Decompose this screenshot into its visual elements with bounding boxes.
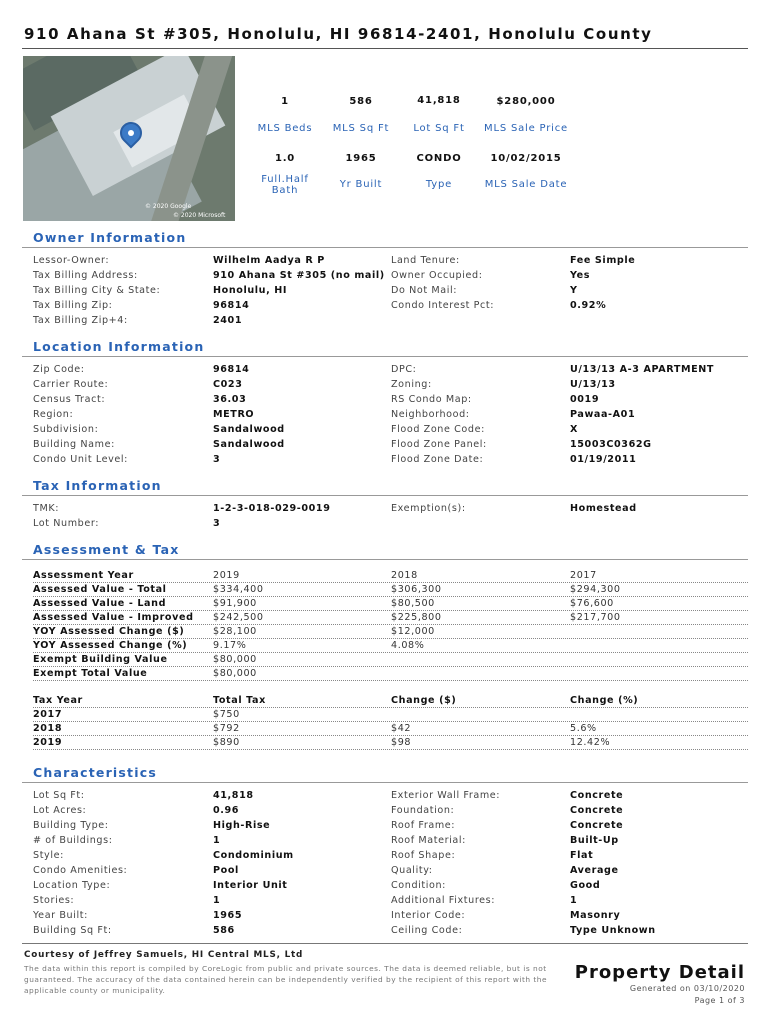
- field-label: Land Tenure:: [391, 255, 460, 266]
- field-value: 1: [213, 835, 221, 846]
- field-label: Zoning:: [391, 379, 432, 390]
- table-cell: 9.17%: [213, 640, 247, 651]
- field-value: Fee Simple: [570, 255, 636, 266]
- field-label: Flood Zone Code:: [391, 424, 485, 435]
- table-cell: $80,000: [213, 654, 257, 665]
- section-divider: [22, 247, 748, 248]
- section-divider: [22, 559, 748, 560]
- field-value: 1: [213, 895, 221, 906]
- field-value: U/13/13: [570, 379, 616, 390]
- owner-right-values: [570, 253, 635, 313]
- field-label: Roof Material:: [391, 835, 467, 846]
- table-cell: $80,000: [213, 668, 257, 679]
- field-label: Neighborhood:: [391, 409, 470, 420]
- tax-right-labels: [391, 501, 466, 516]
- field-label: Do Not Mail:: [391, 285, 458, 296]
- field-label: TMK:: [33, 503, 60, 514]
- field-value: 3: [213, 518, 221, 529]
- stat-type-label: Type: [425, 179, 453, 190]
- table-cell: 12.42%: [570, 737, 611, 748]
- stat-price-value: $280,000: [496, 96, 556, 107]
- field-label: Lot Sq Ft:: [33, 790, 85, 801]
- table-cell: $12,000: [391, 626, 435, 637]
- field-label: Flood Zone Date:: [391, 454, 484, 465]
- field-label: Foundation:: [391, 805, 455, 816]
- stat-price-label: MLS Sale Price: [484, 123, 568, 134]
- table-row: [33, 653, 748, 667]
- table-cell: $294,300: [570, 584, 621, 595]
- table-cell: 2018: [391, 570, 418, 581]
- char-right-values: [570, 788, 656, 938]
- table-row: [33, 736, 748, 750]
- table-cell: $890: [213, 737, 240, 748]
- stat-saledate-label: MLS Sale Date: [484, 179, 568, 190]
- field-value: Interior Unit: [213, 880, 288, 891]
- field-value: 1965: [213, 910, 243, 921]
- tax-history-table: [33, 694, 748, 750]
- field-value: Homestead: [570, 503, 637, 514]
- field-label: Lot Number:: [33, 518, 100, 529]
- field-label: Condo Amenities:: [33, 865, 128, 876]
- field-label: Lessor-Owner:: [33, 255, 110, 266]
- table-cell: $306,300: [391, 584, 442, 595]
- field-value: 0019: [570, 394, 600, 405]
- field-value: Sandalwood: [213, 424, 285, 435]
- field-value: 96814: [213, 300, 250, 311]
- stat-lot-label: Lot Sq Ft: [413, 123, 465, 134]
- field-value: Concrete: [570, 790, 624, 801]
- field-label: Flood Zone Panel:: [391, 439, 487, 450]
- table-cell: 2017: [570, 570, 597, 581]
- stat-saledate-value: 10/02/2015: [490, 153, 562, 164]
- table-row: [33, 625, 748, 639]
- tax-left-values: [213, 501, 331, 531]
- map-copyright: © 2020 Google: [145, 203, 192, 210]
- stat-sqft-value: 586: [349, 96, 373, 107]
- field-value: 0.92%: [570, 300, 607, 311]
- owner-section-title: Owner Information: [33, 230, 187, 245]
- table-row: [33, 708, 748, 722]
- field-label: Building Type:: [33, 820, 109, 831]
- table-cell: $217,700: [570, 612, 621, 623]
- row-label: 2019: [33, 737, 63, 748]
- map-copyright: © 2020 Microsoft: [173, 212, 226, 219]
- table-cell: $42: [391, 723, 412, 734]
- location-section-title: Location Information: [33, 339, 205, 354]
- field-label: Owner Occupied:: [391, 270, 483, 281]
- field-label: Condo Unit Level:: [33, 454, 128, 465]
- field-label: DPC:: [391, 364, 417, 375]
- field-value: 2401: [213, 315, 243, 326]
- table-cell: 4.08%: [391, 640, 425, 651]
- field-label: Location Type:: [33, 880, 111, 891]
- field-value: 01/19/2011: [570, 454, 637, 465]
- field-value: U/13/13 A-3 APARTMENT: [570, 364, 715, 375]
- field-value: Good: [570, 880, 601, 891]
- field-value: 0.96: [213, 805, 240, 816]
- table-cell: $91,900: [213, 598, 257, 609]
- row-label: Assessed Value - Land: [33, 598, 167, 609]
- field-label: Tax Billing Zip+4:: [33, 315, 128, 326]
- table-row: [33, 639, 748, 653]
- field-label: Region:: [33, 409, 74, 420]
- char-left-labels: [33, 788, 127, 938]
- row-label: Exempt Building Value: [33, 654, 168, 665]
- field-value: 586: [213, 925, 235, 936]
- field-value: Concrete: [570, 805, 624, 816]
- location-left-values: [213, 362, 285, 467]
- field-label: Census Tract:: [33, 394, 106, 405]
- table-cell: $225,800: [391, 612, 442, 623]
- location-left-labels: [33, 362, 128, 467]
- header-divider: [22, 48, 748, 49]
- field-value: 910 Ahana St #305 (no mail): [213, 270, 385, 281]
- row-label: Exempt Total Value: [33, 668, 148, 679]
- field-value: Flat: [570, 850, 594, 861]
- footer-credit: Courtesy of Jeffrey Samuels, HI Central MLS, Ltd: [24, 950, 304, 960]
- field-value: 3: [213, 454, 221, 465]
- field-label: Zip Code:: [33, 364, 85, 375]
- table-cell: $28,100: [213, 626, 257, 637]
- tax-right-values: [570, 501, 637, 516]
- field-value: Condominium: [213, 850, 294, 861]
- stat-type-value: CONDO: [416, 153, 462, 164]
- stat-beds-label: MLS Beds: [257, 123, 313, 134]
- field-label: Subdivision:: [33, 424, 99, 435]
- char-right-labels: [391, 788, 500, 938]
- stat-bath-label: Full.Half: [261, 174, 309, 185]
- table-cell: $334,400: [213, 584, 264, 595]
- stat-sqft-label: MLS Sq Ft: [332, 123, 390, 134]
- field-value: Yes: [570, 270, 591, 281]
- assessment-section-title: Assessment & Tax: [33, 542, 180, 557]
- field-label: Carrier Route:: [33, 379, 109, 390]
- table-cell: $80,500: [391, 598, 435, 609]
- stat-yrbuilt-value: 1965: [345, 153, 377, 164]
- table-cell: 5.6%: [570, 723, 597, 734]
- field-value: 1-2-3-018-029-0019: [213, 503, 331, 514]
- table-cell: $76,600: [570, 598, 614, 609]
- row-label: YOY Assessed Change ($): [33, 626, 185, 637]
- table-cell: $242,500: [213, 612, 264, 623]
- row-label: Assessed Value - Total: [33, 584, 167, 595]
- field-value: C023: [213, 379, 243, 390]
- field-value: 96814: [213, 364, 250, 375]
- field-label: Building Sq Ft:: [33, 925, 112, 936]
- table-cell: $750: [213, 709, 240, 720]
- stat-bath-label-2: Bath: [271, 185, 299, 196]
- field-value: Honolulu, HI: [213, 285, 288, 296]
- location-right-values: [570, 362, 714, 467]
- owner-left-values: [213, 253, 385, 328]
- row-label: 2017: [33, 709, 63, 720]
- section-divider: [22, 356, 748, 357]
- footer-divider: [22, 943, 748, 944]
- field-value: 36.03: [213, 394, 247, 405]
- field-value: 1: [570, 895, 578, 906]
- owner-right-labels: [391, 253, 494, 313]
- field-label: # of Buildings:: [33, 835, 113, 846]
- table-row: [33, 583, 748, 597]
- field-value: 15003C0362G: [570, 439, 652, 450]
- field-value: Sandalwood: [213, 439, 285, 450]
- field-label: Exemption(s):: [391, 503, 466, 514]
- table-row: [33, 667, 748, 681]
- table-cell: Change ($): [391, 695, 457, 706]
- field-value: 41,818: [213, 790, 254, 801]
- row-label: Tax Year: [33, 695, 83, 706]
- table-row: [33, 611, 748, 625]
- field-label: Exterior Wall Frame:: [391, 790, 501, 801]
- section-divider: [22, 782, 748, 783]
- field-value: Wilhelm Aadya R P: [213, 255, 325, 266]
- table-cell: 2019: [213, 570, 240, 581]
- field-label: Roof Shape:: [391, 850, 456, 861]
- field-label: Roof Frame:: [391, 820, 456, 831]
- field-value: X: [570, 424, 578, 435]
- field-value: Masonry: [570, 910, 621, 921]
- location-right-labels: [391, 362, 487, 467]
- stat-yrbuilt-label: Yr Built: [339, 179, 383, 190]
- field-value: Average: [570, 865, 619, 876]
- field-label: Ceiling Code:: [391, 925, 463, 936]
- field-label: Year Built:: [33, 910, 88, 921]
- field-label: Quality:: [391, 865, 433, 876]
- row-label: 2018: [33, 723, 63, 734]
- section-divider: [22, 495, 748, 496]
- field-label: Condo Interest Pct:: [391, 300, 495, 311]
- field-value: Type Unknown: [570, 925, 656, 936]
- field-label: Stories:: [33, 895, 75, 906]
- stat-lot-value: 41,818: [417, 95, 461, 106]
- field-value: Y: [570, 285, 578, 296]
- field-label: Additional Fixtures:: [391, 895, 496, 906]
- owner-left-labels: [33, 253, 160, 328]
- field-value: Pawaa-A01: [570, 409, 636, 420]
- tax-left-labels: [33, 501, 99, 531]
- field-label: Tax Billing Address:: [33, 270, 138, 281]
- page-title: 910 Ahana St #305, Honolulu, HI 96814-2401, Honolulu County: [24, 25, 653, 43]
- field-value: Built-Up: [570, 835, 619, 846]
- stat-beds-value: 1: [281, 96, 289, 107]
- characteristics-section-title: Characteristics: [33, 765, 157, 780]
- tax-section-title: Tax Information: [33, 478, 162, 493]
- assessment-table: [33, 569, 748, 681]
- field-label: Building Name:: [33, 439, 115, 450]
- property-map[interactable]: [23, 56, 235, 221]
- field-label: Lot Acres:: [33, 805, 87, 816]
- table-row: [33, 722, 748, 736]
- field-label: Tax Billing City & State:: [33, 285, 161, 296]
- generated-date: Generated on 03/10/2020: [629, 984, 745, 993]
- field-label: Style:: [33, 850, 64, 861]
- field-value: Concrete: [570, 820, 624, 831]
- table-cell: Change (%): [570, 695, 639, 706]
- table-row: [33, 597, 748, 611]
- table-cell: Total Tax: [213, 695, 266, 706]
- page-number: Page 1 of 3: [694, 996, 745, 1005]
- row-label: YOY Assessed Change (%): [33, 640, 188, 651]
- field-label: Tax Billing Zip:: [33, 300, 113, 311]
- field-value: Pool: [213, 865, 239, 876]
- report-title: Property Detail: [574, 962, 745, 983]
- table-row: [33, 569, 748, 583]
- table-cell: $792: [213, 723, 240, 734]
- row-label: Assessed Value - Improved: [33, 612, 194, 623]
- char-left-values: [213, 788, 294, 938]
- field-value: High-Rise: [213, 820, 271, 831]
- row-label: Assessment Year: [33, 570, 134, 581]
- field-label: Interior Code:: [391, 910, 466, 921]
- field-label: RS Condo Map:: [391, 394, 472, 405]
- field-value: METRO: [213, 409, 255, 420]
- table-header-row: [33, 694, 748, 708]
- stat-bath-value: 1.0: [274, 153, 296, 164]
- table-cell: $98: [391, 737, 412, 748]
- footer-disclaimer: The data within this report is compiled by CoreLogic from public and private sources. The data is deemed reliable, but is not guaranteed. The accuracy of the data contained herein can be independently verified by the recipient of this report with the applicable county or municipality.: [24, 964, 548, 995]
- field-label: Condition:: [391, 880, 447, 891]
